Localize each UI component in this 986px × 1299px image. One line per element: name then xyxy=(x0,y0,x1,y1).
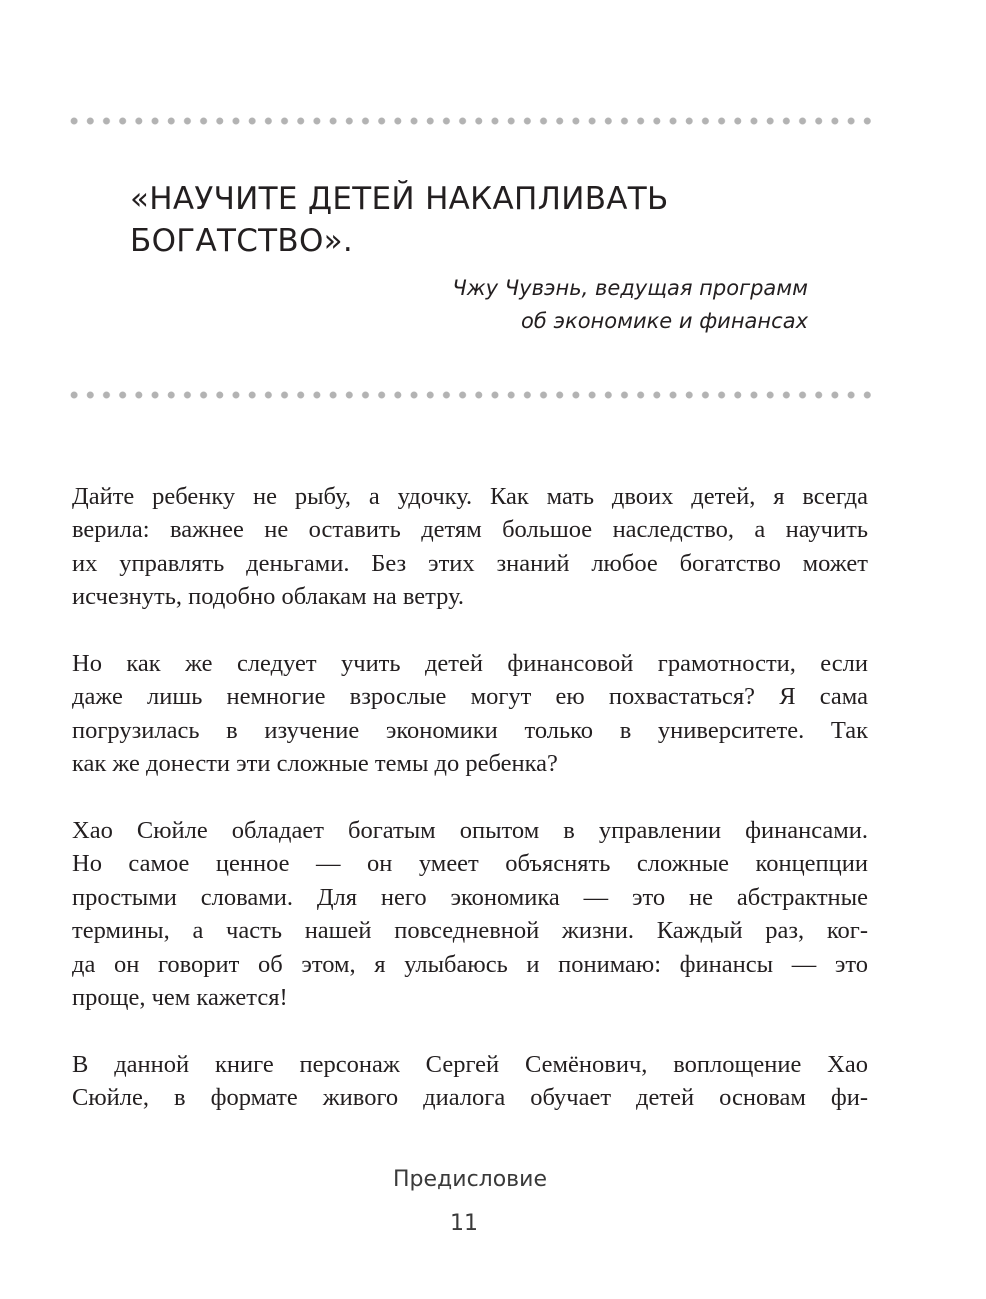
text-line: верила: важнее не оставить детям большое наследство, а научить xyxy=(72,516,868,544)
body-text xyxy=(72,480,868,1148)
attribution-line: Чжу Чувэнь, ведущая программ xyxy=(452,276,808,300)
text-line: Но самое ценное — он умеет объяснять сложные концепции xyxy=(72,850,868,878)
page-number: 11 xyxy=(450,1211,478,1236)
text-line: Хао Сюйле обладает богатым опытом в управлении финансами. xyxy=(72,817,868,845)
dotted-divider-top xyxy=(66,117,876,125)
text-line: Сюйле, в формате живого диалога обучает детей основам фи- xyxy=(72,1084,868,1112)
text-line: В данной книге персонаж Сергей Семёнович, воплощение Хао xyxy=(72,1050,868,1078)
text-line: их управлять деньгами. Без этих знаний любое богатство может xyxy=(72,549,868,577)
text-line: Дайте ребенку не рыбу, а удочку. Как мать двоих детей, я всегда xyxy=(72,483,868,510)
text-line: как же донести эти сложные темы до ребенка? xyxy=(72,750,558,778)
text-line: термины, а часть нашей повседневной жизни. Каждый раз, ког- xyxy=(72,917,868,945)
paragraph xyxy=(72,1048,868,1115)
text-line: Но как же следует учить детей финансовой грамотности, если xyxy=(72,650,868,678)
epigraph-quote-line: «НАУЧИТЕ ДЕТЕЙ НАКАПЛИВАТЬ xyxy=(130,181,669,217)
text-line: даже лишь немногие взрослые могут ею похвастаться? Я сама xyxy=(72,683,868,711)
running-footer-section-title: Предисловие xyxy=(393,1167,547,1192)
epigraph-attribution xyxy=(452,272,808,338)
text-line: погрузилась в изучение экономики только в университете. Так xyxy=(72,716,868,744)
paragraph xyxy=(72,480,868,614)
text-line: проще, чем кажется! xyxy=(72,984,288,1012)
paragraph xyxy=(72,647,868,781)
attribution-line: об экономике и финансах xyxy=(521,309,808,333)
text-line: простыми словами. Для него экономика — это не абстрактные xyxy=(72,883,868,911)
epigraph-quote xyxy=(130,178,850,262)
epigraph-quote-line: БОГАТСТВО». xyxy=(130,223,354,259)
text-line: исчезнуть, подобно облакам на ветру. xyxy=(72,583,464,611)
text-line: да он говорит об этом, я улыбаюсь и понимаю: финансы — это xyxy=(72,950,868,978)
paragraph xyxy=(72,814,868,1014)
dotted-divider-bottom xyxy=(66,391,876,399)
